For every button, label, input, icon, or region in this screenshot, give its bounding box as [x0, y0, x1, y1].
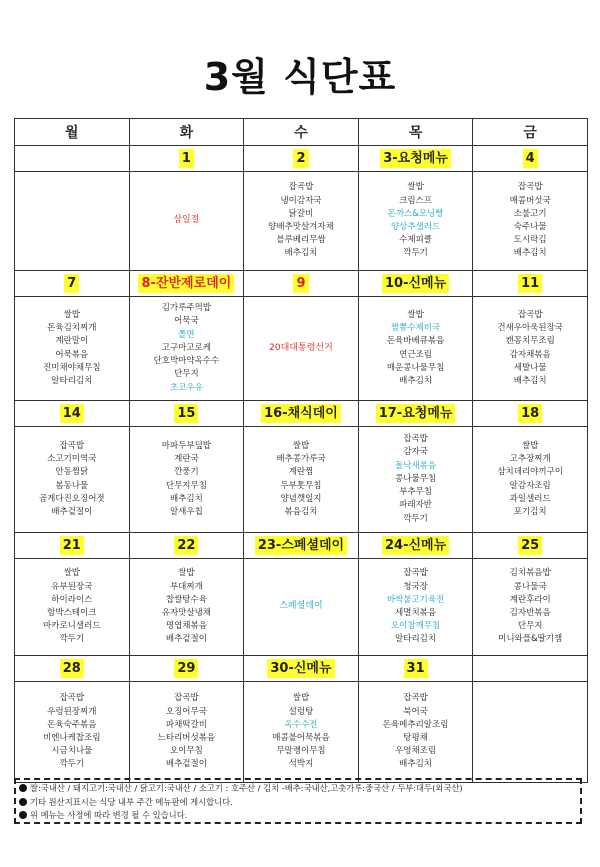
date-row — [15, 271, 588, 297]
menu-item: 두부톳무침 — [280, 480, 322, 491]
menu-item: 깍두기 — [59, 634, 85, 645]
date-cell — [473, 146, 588, 172]
weekday-thu: 목 — [358, 119, 473, 146]
menu-item: 감자국 — [403, 447, 428, 458]
menu-item: 돌낙새볶음 — [395, 460, 437, 471]
date-cell — [358, 271, 473, 297]
menu-item: 찹쌀탕수육 — [165, 594, 207, 605]
date-cell — [244, 533, 359, 559]
menu-item: 옥수수전 — [284, 719, 318, 730]
menu-item: 오이참깨무침 — [390, 621, 441, 632]
weekday-mon: 월 — [15, 119, 130, 146]
menu-item: 쌀밥 — [407, 309, 424, 320]
date-label: 8-잔반제로데이 — [138, 274, 234, 293]
date-cell — [244, 146, 359, 172]
weekday-fri: 금 — [473, 119, 588, 146]
date-cell — [473, 656, 588, 682]
date-label: 11 — [518, 274, 542, 293]
menu-item: 돈육메추리알조림 — [382, 719, 449, 730]
menu-cell — [244, 427, 359, 533]
menu-item: 미니와플&딸기잼 — [498, 634, 563, 645]
bullet-icon — [19, 784, 27, 792]
menu-item: 느타리버섯볶음 — [157, 733, 216, 743]
menu-item: 볶음김치 — [284, 506, 318, 517]
menu-item: 양념깻잎지 — [280, 493, 322, 504]
menu-item: 청국장 — [403, 581, 428, 592]
menu-item: 삼치데리야끼구이 — [497, 467, 564, 478]
menu-item: 콩나물무침 — [395, 473, 437, 484]
menu-item: 돈까스&모닝빵 — [387, 208, 444, 219]
date-cell — [15, 656, 130, 682]
date-label: 21 — [60, 536, 84, 555]
date-label: 24-신메뉴 — [382, 536, 449, 555]
menu-item: 쌀밥 — [292, 693, 310, 704]
menu-item: 단무지무침 — [165, 480, 207, 491]
date-label: 2 — [293, 149, 308, 168]
date-label: 14 — [60, 404, 84, 423]
menu-item: 진미채야채무침 — [43, 362, 101, 373]
menu-item: 곱게다진오징어젓 — [38, 493, 105, 504]
date-cell — [358, 146, 473, 172]
menu-cell — [129, 559, 244, 656]
menu-item: 오이무침 — [169, 746, 203, 757]
menu-item: 돈육김치찌개 — [47, 323, 97, 334]
date-cell — [358, 656, 473, 682]
menu-cell — [129, 427, 244, 533]
menu-item: 시금치나물 — [51, 746, 93, 757]
date-cell — [244, 401, 359, 427]
menu-cell — [358, 559, 473, 656]
date-cell — [358, 401, 473, 427]
date-label: 3-요청메뉴 — [380, 149, 451, 168]
menu-item: 매콤불어묵볶음 — [272, 733, 330, 743]
menu-item: 양배추맛살겨자채 — [268, 222, 334, 232]
bullet-icon — [19, 811, 27, 819]
menu-item: 파채떡갈비 — [165, 719, 207, 730]
menu-item: 배추김치 — [399, 759, 432, 770]
menu-cell — [244, 682, 359, 783]
menu-item: 마파두부덮밥 — [161, 440, 212, 451]
menu-item: 명엽채볶음 — [165, 621, 207, 632]
menu-item: 유부된장국 — [51, 581, 93, 592]
menu-item: 부추무침 — [399, 487, 432, 498]
menu-cell — [358, 427, 473, 533]
menu-item: 깍두기 — [403, 513, 428, 524]
menu-cell — [473, 427, 588, 533]
menu-item: 알감자조림 — [509, 480, 551, 491]
menu-item: 북어국 — [403, 706, 428, 717]
date-row — [15, 401, 588, 427]
menu-item: 쌀밥 — [178, 568, 195, 579]
menu-cell — [358, 297, 473, 401]
menu-cell — [129, 297, 244, 401]
menu-item: 단호박마약옥수수 — [153, 356, 220, 367]
menu-item: 잡곡밥 — [59, 440, 85, 451]
menu-row — [15, 559, 588, 656]
date-label: 31 — [404, 659, 428, 678]
menu-item: 파래자반 — [399, 500, 432, 511]
menu-item: 잡곡밥 — [59, 693, 85, 704]
menu-item: 수제피클 — [399, 235, 432, 246]
menu-item: 깐풍기 — [174, 467, 199, 478]
menu-item: 배추겉절이 — [51, 506, 93, 517]
menu-item: 크림스프 — [399, 195, 432, 206]
menu-item: 세멸치볶음 — [395, 608, 437, 618]
date-label: 4 — [523, 149, 538, 168]
menu-cell — [473, 172, 588, 271]
menu-row — [15, 427, 588, 533]
date-label: 7 — [64, 274, 79, 293]
menu-item: 계란국 — [174, 454, 199, 465]
menu-cell — [129, 172, 244, 271]
date-cell — [15, 271, 130, 297]
menu-item: 안동찜닭 — [55, 467, 89, 478]
date-label: 1 — [179, 149, 194, 168]
menu-cell — [15, 682, 130, 783]
menu-item: 쫄면 — [178, 329, 195, 340]
menu-cell — [244, 172, 359, 271]
meal-calendar — [14, 118, 588, 783]
menu-item: 바싹불고기육전 — [386, 594, 445, 605]
menu-item: 어묵국 — [174, 316, 199, 327]
menu-item: 숙주나물 — [513, 222, 547, 232]
date-cell — [473, 401, 588, 427]
menu-item: 잡곡밥 — [403, 693, 428, 704]
menu-item: 돈육바베큐볶음 — [386, 336, 445, 347]
menu-item: 배추콩가루국 — [276, 454, 326, 465]
menu-item: 닭갈비 — [288, 208, 314, 219]
menu-row — [15, 172, 588, 271]
menu-item: 잡곡밥 — [288, 182, 314, 193]
note-text: 위 메뉴는 사정에 따라 변경 될 수 있습니다. — [30, 810, 188, 820]
menu-cell — [15, 427, 130, 533]
menu-item: 오징어무국 — [165, 706, 207, 717]
page-title: 3월 식단표 — [203, 55, 397, 99]
menu-item: 무말랭이무침 — [276, 746, 326, 757]
special-event-label: 삼일절 — [173, 215, 200, 226]
menu-item: 소불고기 — [513, 208, 547, 219]
bullet-icon — [19, 798, 27, 806]
menu-item: 배추김치 — [169, 493, 203, 504]
menu-item: 쌀밥 — [63, 568, 81, 579]
date-row — [15, 146, 588, 172]
date-label: 16-채식데이 — [261, 404, 341, 423]
menu-item: 함박스테이크 — [47, 608, 97, 618]
date-cell — [473, 533, 588, 559]
menu-item: 콩나물국 — [513, 581, 547, 592]
menu-item: 잡곡밥 — [403, 568, 428, 579]
menu-item: 매운콩나물무침 — [386, 362, 445, 373]
date-label: 15 — [174, 404, 198, 423]
menu-item: 쌀밥 — [63, 309, 81, 320]
menu-item: 양상추샐러드 — [390, 222, 441, 232]
menu-item: 잡곡밥 — [517, 309, 543, 320]
date-cell — [129, 271, 244, 297]
menu-cell — [358, 172, 473, 271]
menu-item: 우엉채조림 — [395, 746, 437, 757]
menu-item: 계란말이 — [55, 336, 89, 347]
menu-item: 건새우아욱된장국 — [497, 323, 564, 334]
menu-item: 잡곡밥 — [174, 693, 199, 704]
date-label: 28 — [60, 659, 84, 678]
date-cell — [129, 146, 244, 172]
note-text: 기타 원산지표시는 식당 내부 주간 메뉴판에 게시합니다. — [30, 796, 233, 807]
menu-cell — [15, 172, 130, 271]
menu-item: 깍두기 — [59, 759, 85, 770]
menu-item: 쌀밥 — [292, 440, 310, 451]
date-label: 9 — [293, 274, 308, 293]
menu-item: 돈육숙주볶음 — [47, 719, 97, 730]
menu-item: 고추장찌개 — [509, 454, 551, 465]
menu-item: 포기김치 — [513, 506, 547, 517]
special-event-label: 20대대통령선거 — [269, 342, 333, 353]
menu-item: 잡곡밥 — [403, 434, 428, 445]
menu-item: 배추김치 — [399, 375, 432, 386]
note-line — [19, 809, 577, 823]
date-label: 30-신메뉴 — [267, 659, 334, 678]
weekday-tue: 화 — [129, 119, 244, 146]
menu-row — [15, 682, 588, 783]
menu-item: 김가루주먹밥 — [161, 303, 212, 314]
menu-item: 단무지 — [174, 369, 199, 380]
menu-item: 배추겉절이 — [165, 634, 207, 645]
date-cell — [244, 271, 359, 297]
menu-item: 초코우유 — [169, 382, 203, 393]
menu-item: 캔꽁치무조림 — [505, 336, 555, 347]
menu-item: 짬뽕수제비국 — [390, 323, 441, 334]
menu-item: 쌀밥 — [521, 440, 539, 451]
note-line — [19, 782, 577, 796]
date-label: 29 — [174, 659, 198, 678]
menu-item: 알타리김치 — [51, 375, 93, 386]
weekday-header-row — [15, 119, 588, 146]
menu-cell — [244, 297, 359, 401]
menu-item: 김자반볶음 — [509, 608, 551, 618]
menu-item: 배추김치 — [513, 375, 547, 386]
menu-item: 잡곡밥 — [517, 182, 543, 193]
date-cell — [358, 533, 473, 559]
menu-item: 하이라이스 — [51, 594, 93, 605]
menu-item: 연근조림 — [399, 349, 432, 360]
menu-item: 과일샐러드 — [509, 493, 551, 504]
menu-item: 고구마고로케 — [161, 342, 212, 353]
menu-cell — [129, 682, 244, 783]
menu-item: 부대찌개 — [169, 581, 203, 592]
menu-row — [15, 297, 588, 401]
date-label: 17-요청메뉴 — [376, 404, 456, 423]
note-line — [19, 796, 577, 810]
menu-item: 유자맛살냉채 — [161, 608, 212, 618]
menu-item: 쌀밥 — [407, 182, 424, 193]
menu-item: 매콤버섯국 — [509, 195, 551, 206]
menu-item: 마카로니샐러드 — [43, 621, 101, 632]
special-event-label: 스페셜데이 — [279, 601, 323, 612]
menu-item: 알타리김치 — [395, 634, 437, 645]
date-cell — [244, 656, 359, 682]
menu-cell — [244, 559, 359, 656]
date-cell — [15, 401, 130, 427]
menu-cell — [15, 559, 130, 656]
menu-item: 냉이감자국 — [280, 195, 322, 206]
menu-cell — [473, 559, 588, 656]
weekday-wed: 수 — [244, 119, 359, 146]
date-cell — [473, 271, 588, 297]
date-label: 10-신메뉴 — [382, 274, 449, 293]
menu-cell — [15, 297, 130, 401]
date-label: 23-스페셜데이 — [255, 536, 347, 555]
menu-item: 깍두기 — [403, 248, 428, 259]
menu-item: 감자채볶음 — [509, 349, 551, 360]
menu-item: 김치볶음밥 — [509, 568, 551, 579]
date-cell — [129, 656, 244, 682]
menu-cell — [473, 682, 588, 783]
menu-item: 블루베리무쌈 — [276, 235, 326, 246]
menu-item: 설렁탕 — [288, 706, 314, 717]
menu-item: 석박지 — [288, 759, 314, 770]
menu-item: 계란찜 — [288, 467, 314, 478]
menu-item: 소고기미역국 — [47, 454, 97, 465]
date-cell — [15, 533, 130, 559]
origin-notes — [14, 778, 582, 824]
menu-item: 봄동나물 — [55, 480, 89, 491]
date-row — [15, 533, 588, 559]
menu-item: 탕평채 — [403, 733, 428, 743]
date-label: 18 — [518, 404, 542, 423]
menu-item: 세발나물 — [513, 362, 547, 373]
menu-item: 우렁된장찌개 — [47, 706, 97, 717]
menu-item: 계란후라이 — [509, 594, 551, 605]
menu-item: 도시락김 — [513, 235, 547, 246]
menu-item: 알새우칩 — [169, 506, 203, 517]
date-row — [15, 656, 588, 682]
menu-item: 어묵볶음 — [55, 349, 89, 360]
menu-item: 배추김치 — [513, 248, 547, 259]
date-cell — [129, 533, 244, 559]
menu-item: 비엔나케찹조림 — [43, 733, 101, 743]
date-label: 22 — [174, 536, 198, 555]
menu-cell — [473, 297, 588, 401]
date-label: 25 — [518, 536, 542, 555]
date-cell — [15, 146, 130, 172]
menu-item: 배추김치 — [284, 248, 318, 259]
note-text: 쌀:국내산 / 돼지고기:국내산 / 닭고기:국내산 / 소고기 : 호주산 / 김치 -배추:국내산,고춧가루:중국산 / 두부:대두(외국산) — [30, 783, 463, 793]
menu-item: 단무지 — [517, 621, 543, 632]
menu-item: 배추겉절이 — [165, 759, 207, 770]
date-cell — [129, 401, 244, 427]
menu-cell — [358, 682, 473, 783]
